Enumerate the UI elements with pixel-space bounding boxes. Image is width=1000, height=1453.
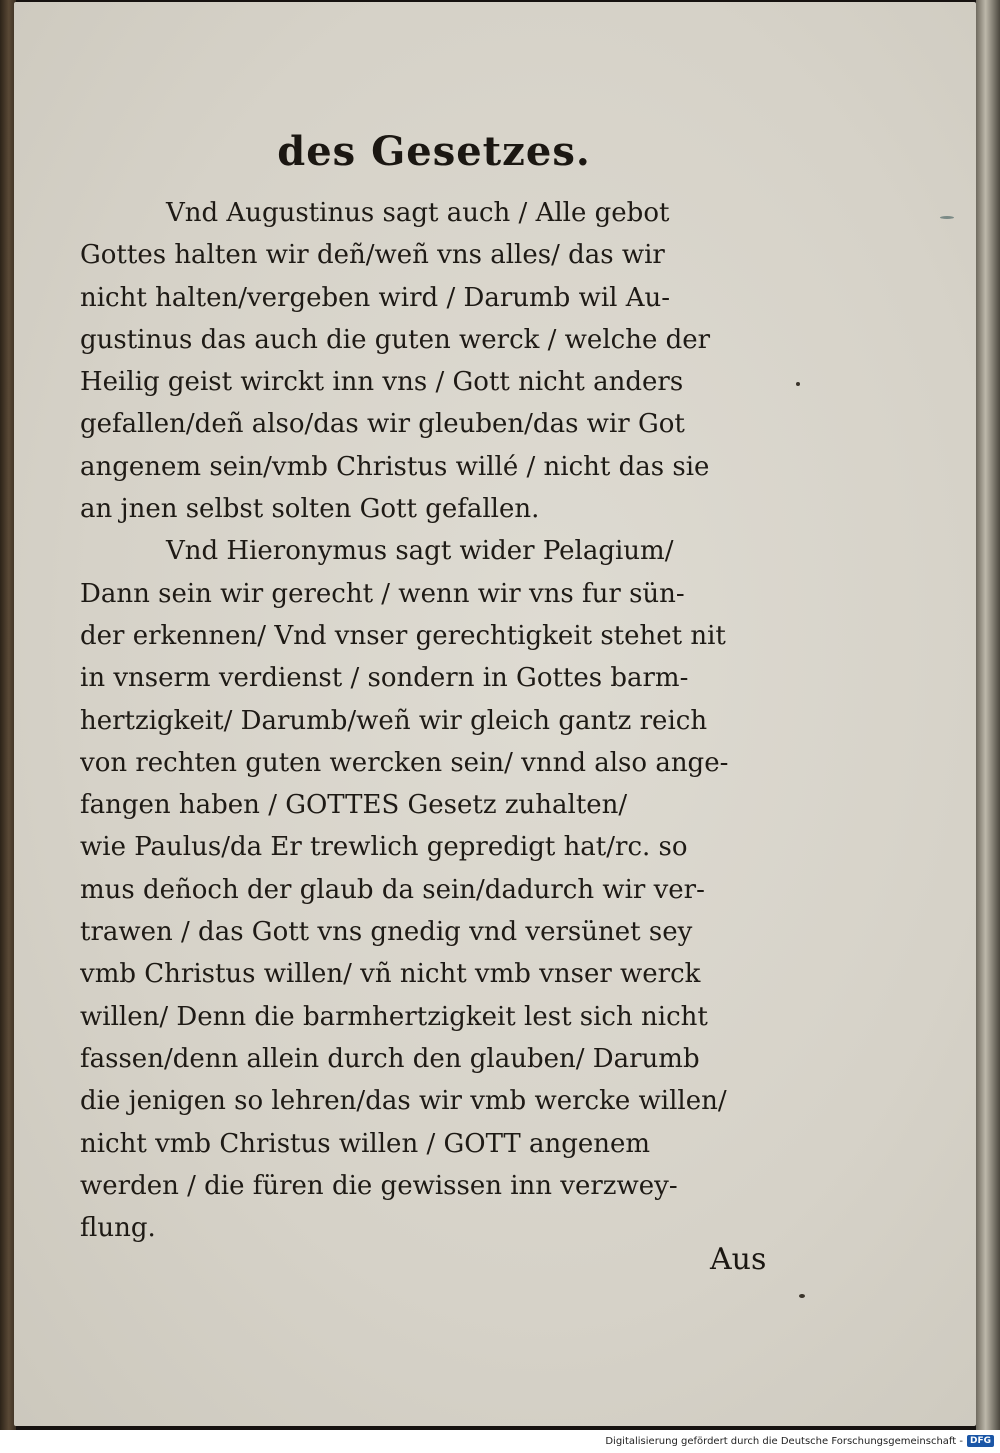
text-line: Gottes halten wir deñ/weñ vns alles/ das wir	[80, 240, 665, 271]
text-line: fangen haben / GOTTES Gesetz zuhalten/	[80, 790, 628, 821]
ink-speck	[796, 382, 800, 386]
text-line: willen/ Denn die barmhertzigkeit lest sich nicht	[80, 1001, 708, 1032]
text-line: hertzigkeit/ Darumb/weñ wir gleich gantz reich	[80, 705, 708, 736]
book-page	[14, 2, 976, 1426]
text-line: Heilig geist wirckt inn vns / Gott nicht anders	[80, 367, 684, 398]
text-line: gustinus das auch die guten werck / welche der	[80, 324, 711, 355]
text-line: angenem sein/vmb Christus willé / nicht das sie	[80, 451, 710, 482]
text-line: Vnd Augustinus sagt auch / Alle gebot	[166, 198, 670, 228]
text-line: von rechten guten wercken sein/ vnnd also ange-	[80, 747, 729, 778]
text-line: gefallen/deñ also/das wir gleuben/das wir Got	[80, 409, 685, 440]
text-line: Dann sein wir gerecht / wenn wir vns fur sün-	[80, 578, 685, 609]
text-line: vmb Christus willen/ vñ nicht vmb vnser werck	[80, 959, 701, 990]
text-line: in vnserm verdienst / sondern in Gottes barm-	[80, 663, 689, 694]
text-line: Vnd Hieronymus sagt wider Pelagium/	[166, 536, 674, 567]
text-line: an jnen selbst solten Gott gefallen.	[80, 494, 540, 525]
credit-text: Digitalisierung gefördert durch die Deutsche Forschungsgemeinschaft -	[605, 1435, 963, 1447]
catchword: Aus	[710, 1242, 767, 1277]
running-head: des Gesetzes.	[277, 128, 591, 175]
text-line: die jenigen so lehren/das wir vmb wercke willen/	[80, 1086, 727, 1117]
text-line: mus deñoch der glaub da sein/dadurch wir ver-	[80, 874, 705, 905]
text-line: fassen/denn allein durch den glauben/ Darumb	[80, 1043, 700, 1074]
ink-speck	[799, 1294, 805, 1298]
text-line: der erkennen/ Vnd vnser gerechtigkeit stehet nit	[80, 620, 726, 651]
text-line: werden / die füren die gewissen inn verzwey-	[80, 1170, 678, 1201]
text-line: nicht halten/vergeben wird / Darumb wil Au-	[80, 282, 671, 313]
text-line: trawen / das Gott vns gnedig vnd versünet sey	[80, 917, 693, 948]
text-line: flung.	[80, 1213, 156, 1244]
text-line: nicht vmb Christus willen / GOTT angenem	[80, 1128, 651, 1159]
page-stack-edge	[976, 0, 1000, 1430]
digitization-credit	[605, 1432, 994, 1450]
dfg-logo: DFG	[967, 1435, 994, 1447]
text-line: wie Paulus/da Er trewlich gepredigt hat/rc. so	[80, 832, 688, 863]
body-text	[80, 192, 800, 1249]
ink-speck	[940, 216, 954, 219]
